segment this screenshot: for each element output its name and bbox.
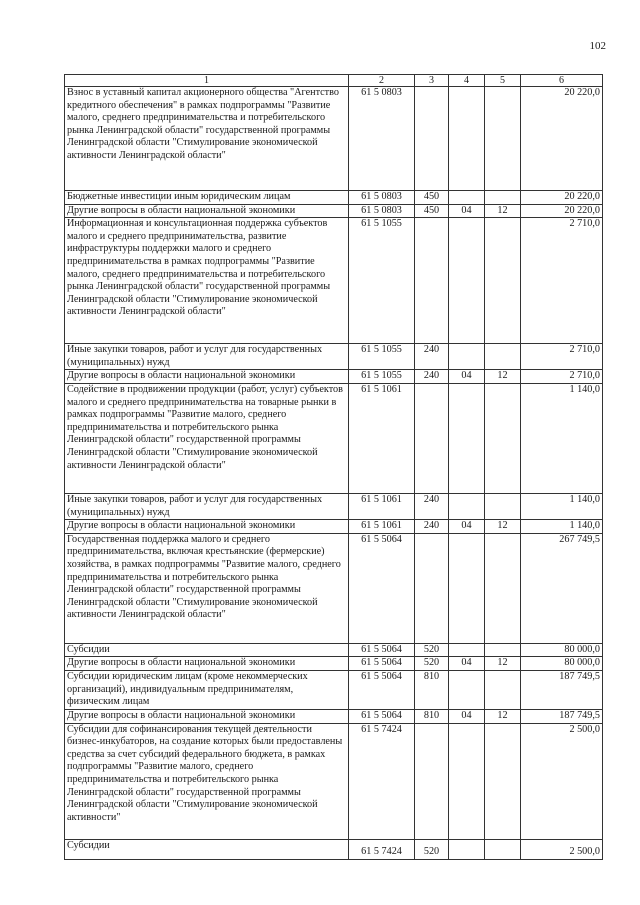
row-subsection — [485, 383, 521, 493]
row-subsection — [485, 643, 521, 657]
row-description: Иные закупки товаров, работ и услуг для государственных (муниципальных) нужд — [65, 493, 349, 519]
row-description: Информационная и консультационная поддержка субъектов малого и среднего предпринимательства, развитие инфраструктуры поддержки малого и среднего предпринимательства в рамках подпрограммы "Развитие малого, среднего предпринимательства и потребительского рынка Ленинградской области" государственной программы Ленинградской области "Стимулирование экономической активности Ленинградской области" — [65, 218, 349, 344]
row-section — [449, 218, 485, 344]
row-target-code: 61 5 0803 — [349, 204, 415, 218]
table-row — [65, 520, 603, 534]
header-col-1: 1 — [65, 75, 349, 87]
row-expense-type: 240 — [415, 493, 449, 519]
table-row — [65, 657, 603, 671]
row-amount: 2 500,0 — [521, 723, 603, 839]
row-expense-type: 240 — [415, 344, 449, 370]
row-target-code: 61 5 7424 — [349, 723, 415, 839]
row-target-code: 61 5 0803 — [349, 191, 415, 205]
row-section — [449, 723, 485, 839]
row-expense-type: 520 — [415, 657, 449, 671]
table-row — [65, 383, 603, 493]
row-subsection — [485, 839, 521, 859]
row-amount: 267 749,5 — [521, 533, 603, 643]
row-amount: 20 220,0 — [521, 204, 603, 218]
row-expense-type — [415, 533, 449, 643]
row-subsection — [485, 723, 521, 839]
row-amount: 2 710,0 — [521, 344, 603, 370]
row-section: 04 — [449, 520, 485, 534]
row-target-code: 61 5 1061 — [349, 383, 415, 493]
row-amount: 80 000,0 — [521, 643, 603, 657]
row-expense-type — [415, 383, 449, 493]
row-target-code: 61 5 5064 — [349, 533, 415, 643]
header-col-3: 3 — [415, 75, 449, 87]
row-description: Субсидии юридическим лицам (кроме некоммерческих организаций), индивидуальным предпринимателям, физическим лицам — [65, 670, 349, 709]
table-row — [65, 87, 603, 191]
row-description: Другие вопросы в области национальной экономики — [65, 204, 349, 218]
row-subsection — [485, 218, 521, 344]
row-expense-type: 520 — [415, 839, 449, 859]
row-target-code: 61 5 1061 — [349, 493, 415, 519]
header-row — [65, 75, 603, 87]
row-target-code: 61 5 7424 — [349, 839, 415, 859]
header-col-5: 5 — [485, 75, 521, 87]
row-section — [449, 670, 485, 709]
table-row — [65, 839, 603, 859]
row-expense-type: 810 — [415, 709, 449, 723]
header-col-4: 4 — [449, 75, 485, 87]
row-expense-type: 450 — [415, 191, 449, 205]
row-subsection — [485, 87, 521, 191]
row-subsection: 12 — [485, 709, 521, 723]
row-subsection: 12 — [485, 370, 521, 384]
row-subsection — [485, 493, 521, 519]
row-description: Другие вопросы в области национальной экономики — [65, 370, 349, 384]
row-section: 04 — [449, 204, 485, 218]
row-description: Другие вопросы в области национальной экономики — [65, 520, 349, 534]
table-row — [65, 533, 603, 643]
row-section: 04 — [449, 657, 485, 671]
header-col-6: 6 — [521, 75, 603, 87]
row-amount: 1 140,0 — [521, 383, 603, 493]
table-row — [65, 709, 603, 723]
row-target-code: 61 5 0803 — [349, 87, 415, 191]
row-description: Иные закупки товаров, работ и услуг для государственных (муниципальных) нужд — [65, 344, 349, 370]
row-section — [449, 533, 485, 643]
row-description: Содействие в продвижении продукции (работ, услуг) субъектов малого и среднего предпринимательства на товарные рынки в рамках подпрограммы "Развитие малого, среднего предпринимательства и потребительского рынка Ленинградской области" государственной программы Ленинградской области "Стимулирование экономической активности Ленинградской области" — [65, 383, 349, 493]
row-amount: 2 710,0 — [521, 218, 603, 344]
row-section — [449, 493, 485, 519]
table-row — [65, 191, 603, 205]
row-section — [449, 839, 485, 859]
row-expense-type — [415, 218, 449, 344]
row-target-code: 61 5 1055 — [349, 370, 415, 384]
row-description: Другие вопросы в области национальной экономики — [65, 709, 349, 723]
row-target-code: 61 5 5064 — [349, 657, 415, 671]
row-target-code: 61 5 5064 — [349, 670, 415, 709]
row-amount: 2 710,0 — [521, 370, 603, 384]
row-description: Субсидии — [65, 839, 349, 859]
row-amount: 80 000,0 — [521, 657, 603, 671]
row-section — [449, 87, 485, 191]
row-expense-type: 240 — [415, 370, 449, 384]
row-target-code: 61 5 1061 — [349, 520, 415, 534]
header-col-2: 2 — [349, 75, 415, 87]
table-row — [65, 723, 603, 839]
row-amount: 1 140,0 — [521, 493, 603, 519]
row-subsection: 12 — [485, 204, 521, 218]
row-target-code: 61 5 1055 — [349, 218, 415, 344]
row-description: Взнос в уставный капитал акционерного общества "Агентство кредитного обеспечения" в рамках подпрограммы "Развитие малого, среднего предпринимательства и потребительского рынка Ленинградской области" государственной программы Ленинградской области "Стимулирование экономической активности Ленинградской области" — [65, 87, 349, 191]
row-subsection: 12 — [485, 657, 521, 671]
row-expense-type — [415, 87, 449, 191]
row-description: Субсидии для софинансирования текущей деятельности бизнес-инкубаторов, на создание которых были предоставлены средства за счет субсидий федерального бюджета, в рамках подпрограммы "Развитие малого, среднего предпринимательства и потребительского рынка Ленинградской области" государственной программы Ленинградской области "Стимулирование экономической активности" — [65, 723, 349, 839]
row-section: 04 — [449, 370, 485, 384]
row-target-code: 61 5 1055 — [349, 344, 415, 370]
row-description: Субсидии — [65, 643, 349, 657]
row-subsection — [485, 533, 521, 643]
table-row — [65, 344, 603, 370]
row-amount: 20 220,0 — [521, 191, 603, 205]
row-subsection: 12 — [485, 520, 521, 534]
row-amount: 187 749,5 — [521, 709, 603, 723]
row-description: Другие вопросы в области национальной экономики — [65, 657, 349, 671]
table-row — [65, 493, 603, 519]
row-expense-type: 450 — [415, 204, 449, 218]
row-section — [449, 383, 485, 493]
row-subsection — [485, 344, 521, 370]
row-section: 04 — [449, 709, 485, 723]
budget-table — [64, 74, 603, 860]
row-target-code: 61 5 5064 — [349, 709, 415, 723]
table-row — [65, 218, 603, 344]
row-subsection — [485, 191, 521, 205]
row-expense-type: 810 — [415, 670, 449, 709]
table-row — [65, 670, 603, 709]
table-row — [65, 643, 603, 657]
table-row — [65, 204, 603, 218]
row-section — [449, 643, 485, 657]
row-amount: 187 749,5 — [521, 670, 603, 709]
row-section — [449, 344, 485, 370]
row-amount: 20 220,0 — [521, 87, 603, 191]
row-expense-type: 240 — [415, 520, 449, 534]
row-expense-type — [415, 723, 449, 839]
row-section — [449, 191, 485, 205]
row-description: Бюджетные инвестиции иным юридическим лицам — [65, 191, 349, 205]
table-row — [65, 370, 603, 384]
row-amount: 2 500,0 — [521, 839, 603, 859]
row-amount: 1 140,0 — [521, 520, 603, 534]
row-target-code: 61 5 5064 — [349, 643, 415, 657]
page-number: 102 — [589, 40, 606, 52]
row-subsection — [485, 670, 521, 709]
row-description: Государственная поддержка малого и среднего предпринимательства, включая крестьянские (фермерские) хозяйства, в рамках подпрограммы "Развитие малого, среднего предпринимательства и потребительского рынка Ленинградской области" государственной программы Ленинградской области "Стимулирование экономической активности Ленинградской области" — [65, 533, 349, 643]
row-expense-type: 520 — [415, 643, 449, 657]
